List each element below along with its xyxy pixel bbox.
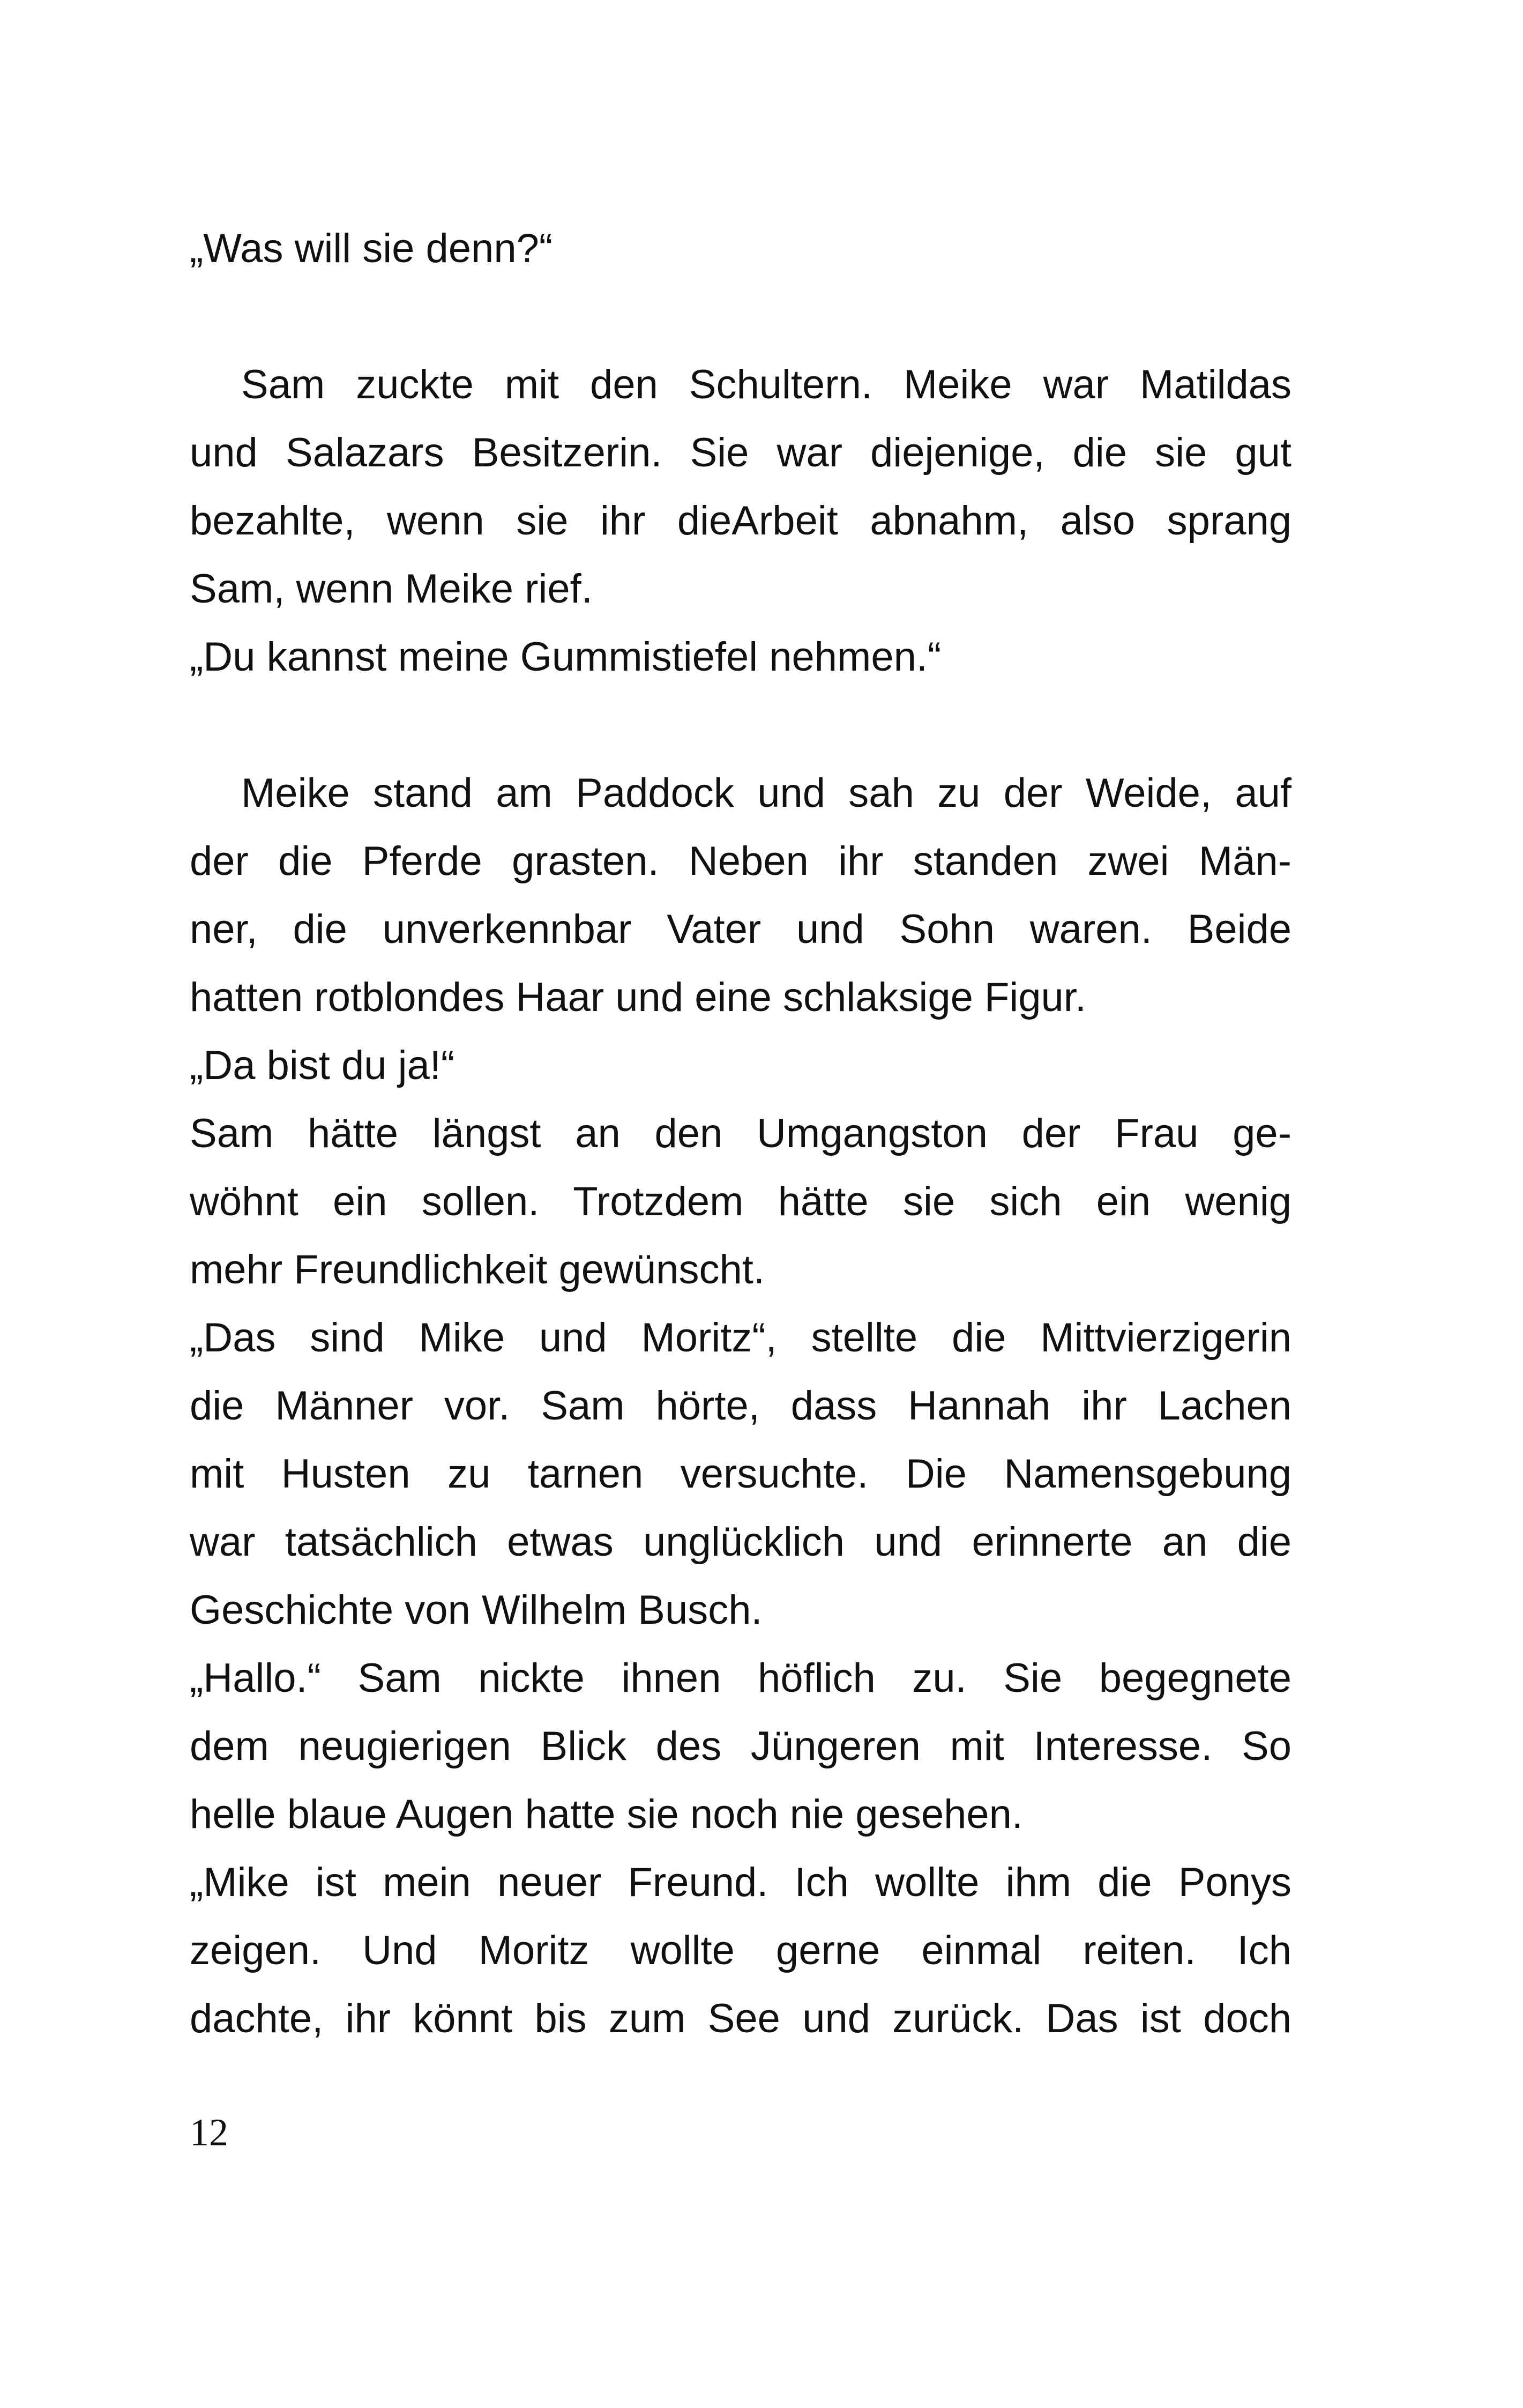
text-line: ner, die unverkennbar Vater und Sohn waren. Beide bbox=[190, 906, 1291, 952]
paragraph-gap bbox=[190, 283, 1291, 351]
page-number: 12 bbox=[190, 2111, 228, 2154]
text-line: „Was will sie denn?“ bbox=[190, 226, 553, 271]
text-line: war tatsächlich etwas unglücklich und erinnerte an die bbox=[190, 1519, 1291, 1565]
text-line: dem neugierigen Blick des Jüngeren mit Interesse. So bbox=[190, 1723, 1291, 1769]
text-line: Geschichte von Wilhelm Busch. bbox=[190, 1587, 763, 1633]
text-line: helle blaue Augen hatte sie noch nie gesehen. bbox=[190, 1792, 1024, 1837]
text-line: hatten rotblondes Haar und eine schlaksige Figur. bbox=[190, 975, 1087, 1020]
text-line: Sam, wenn Meike rief. bbox=[190, 566, 593, 612]
text-line: „Du kannst meine Gummistiefel nehmen.“ bbox=[190, 634, 942, 680]
text-line: Meike stand am Paddock und sah zu der Weide, auf bbox=[241, 770, 1291, 816]
text-line: „Das sind Mike und Moritz“, stellte die Mittvierzigerin bbox=[190, 1315, 1291, 1361]
text-line: dachte, ihr könnt bis zum See und zurück. Das ist doch bbox=[190, 1996, 1291, 2041]
text-line: und Salazars Besitzerin. Sie war diejenige, die sie gut bbox=[190, 430, 1291, 475]
text-line: „Da bist du ja!“ bbox=[190, 1043, 455, 1088]
text-line: der die Pferde grasten. Neben ihr standen zwei Män- bbox=[190, 838, 1291, 884]
body-text bbox=[190, 214, 1291, 2053]
text-line: zeigen. Und Moritz wollte gerne einmal reiten. Ich bbox=[190, 1928, 1291, 1973]
text-line: die Männer vor. Sam hörte, dass Hannah ihr Lachen bbox=[190, 1383, 1291, 1429]
text-line: mit Husten zu tarnen versuchte. Die Namensgebung bbox=[190, 1451, 1291, 1497]
text-line: Sam hätte längst an den Umgangston der Frau ge- bbox=[190, 1111, 1291, 1156]
text-line: „Hallo.“ Sam nickte ihnen höflich zu. Sie begegnete bbox=[190, 1655, 1291, 1701]
text-line: bezahlte, wenn sie ihr dieArbeit abnahm, also sprang bbox=[190, 498, 1291, 544]
paragraph-gap bbox=[190, 691, 1291, 759]
text-line: „Mike ist mein neuer Freund. Ich wollte ihm die Ponys bbox=[190, 1860, 1291, 1905]
text-line: wöhnt ein sollen. Trotzdem hätte sie sich ein wenig bbox=[190, 1179, 1291, 1224]
text-line: mehr Freundlichkeit gewünscht. bbox=[190, 1247, 765, 1292]
text-line: Sam zuckte mit den Schultern. Meike war Matildas bbox=[241, 362, 1291, 407]
